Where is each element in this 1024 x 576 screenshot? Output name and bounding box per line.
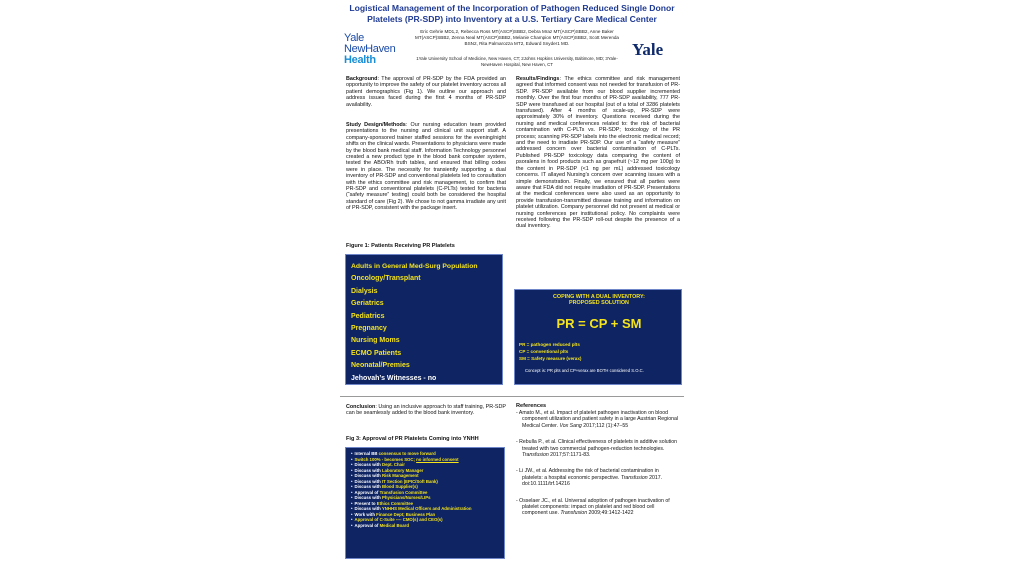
- background-heading: Background: [346, 76, 378, 82]
- background-section: [346, 76, 506, 108]
- conclusion-heading: Conclusion: [346, 404, 376, 410]
- poster-title: [332, 3, 692, 24]
- fig2-definition: CP = conventional plts: [519, 349, 569, 354]
- poster: [332, 0, 692, 576]
- affiliations: 1Yale University School of Medicine, New Haven, CT; 2Johns Hopkins University, Baltimore, MD; 3Yale-NewHaven Hospital, New Haven, CT: [416, 56, 618, 67]
- fig1-item: Jehovah’s Witnesses - no: [351, 374, 437, 382]
- figure-1-caption: Figure 1: Patients Receiving PR Platelets: [346, 243, 455, 249]
- fig1-item: Neonatal/Premies: [351, 362, 410, 370]
- results-text: : The ethics committee and risk management agreed that informed consent was not needed for transfusion of PR-SDP. PR-SDP available from our blood supplier incremented monthly. Over the first four months of PR-SDP availability, 777 PR-SDP were transfused at our hospital (out of a total of 3286 platelets transfused). After 4 months of scale-up, PR-SDP were approximately 30% of inventory. Questions received during the nursing and medical conferences related to: the risk of bacterial contamination with C-PLTs vs. PR-SDP; toxicology of the PR process; scanning PR-SDP labels into the electronic medical record; and the need to irradiate PR-SDP. Our use of a “safety measure” addressed concern over bacterial contamination of C-PLTs. Published PR-SDP toxicology data comparing the content of psoralens in food products such as grapefruit (~12 mg per 100g) to the content in PR-SDP (<1 ng per mL) addressed toxicology concerns. IT allayed Nursing’s concern over scanning issues with a simple demonstration. Finally, we ensured that all parties were aware that FDA did not require irradiation of PR-SDP. Presentations at the medical conferences were also used as an opportunity to provide transfusion-transmitted disease training and information on platelet utilization. Company personnel did not present at medical or nursing conferences per institutional policy. No complaints were received following the PR-SDP roll-out despite the presence of a dual inventory.: [516, 76, 680, 230]
- fig1-item: Pediatrics: [351, 312, 385, 320]
- logo-left-line-1: Yale: [344, 32, 364, 44]
- fig2-equation: PR = CP + SM: [556, 316, 642, 331]
- references-section: [516, 403, 680, 527]
- fig1-item: Pregnancy: [351, 325, 387, 333]
- fig1-item: Adults in General Med-Surg Population: [351, 263, 478, 270]
- fig3-row: • Internal BB consensus to move forward: [351, 451, 436, 456]
- fig1-item: ECMO Patients: [351, 349, 402, 357]
- fig3-row: • Discuss with Laboratory Manager: [351, 467, 424, 473]
- reference-item: - Li JW., et al. Addressing the risk of bacterial contamination in platelets: a hospital economic perspective. Transfusion 2017. doi:10.1111/trf.14216: [516, 468, 663, 488]
- fig3-row: • Present to Ethics Committee: [351, 500, 414, 506]
- fig1-item: Dialysis: [351, 287, 378, 295]
- fig3-row: • Discuss with IT Section (EPIC/Soft Bank): [351, 478, 438, 484]
- fig3-row: • Approval of C-Suite ---- CMO(s) and CEO(s): [351, 517, 443, 523]
- reference-item: - Rebulla P., et al. Clinical effectiveness of platelets in additive solution treated with two commercial pathogen-reduction technologies. Transfusion 2017;57:1171-83.: [516, 439, 677, 459]
- fig1-item: Oncology/Transplant: [351, 275, 421, 283]
- fig2-heading-line-2: PROPOSED SOLUTION: [569, 300, 629, 307]
- fig3-row: • Discuss with Dept. Chair: [351, 462, 405, 468]
- fig3-row: • Approval of Medical Board: [351, 522, 409, 528]
- reference-item: - Osselaer JC., et al. Universal adoption of pathogen inactivation of platelet components: impact on platelet and red blood cell component use. Transfusion 2009;49:1412-1422: [516, 497, 670, 517]
- background-text: : The approval of PR-SDP by the FDA provided an opportunity to improve the safety of our platelet inventory across all patient demographics (Fig 1). We outline our approach and address issues faced during the first 4 months of PR-SDP availability.: [346, 76, 507, 108]
- results-section: [516, 76, 680, 230]
- logo-left-line-2: NewHaven: [344, 43, 396, 55]
- fig3-row: • Switch 100% - becomes SOC; no informed consent: [351, 456, 459, 462]
- conclusion-text: : Using an inclusive approach to staff training, PR-SDP can be seamlessly added to the blood bank inventory.: [346, 404, 506, 417]
- references-heading: References: [516, 403, 547, 409]
- author-list: Eric Gehrie MD1,2, Rebecca Ross MT(ASCP)SBB2, Debra Mraz MT(ASCP)SBB2, Anne Baker MT(ASCP)SBB2, Zenna Neal MT(ASCP)SBB2, Melanie Champion MT(ASCP)SBB2, Scott Merenda BSN2, Rita Palmarozza MT2, Edward Snyder1 MD.: [415, 29, 619, 47]
- fig3-row: • Work with Finance Dept; Business Plan: [351, 511, 436, 517]
- conclusion-section: [346, 404, 506, 417]
- fig3-row: • Discuss with Blood Supplier(s): [351, 484, 418, 490]
- title-line-2: Platelets (PR-SDP) into Inventory at a U.S. Tertiary Care Medical Center: [367, 13, 657, 24]
- fig3-row: • Approval of Transfusion Committee: [351, 489, 428, 495]
- section-divider: [340, 396, 684, 397]
- figure-3-approval-list: [345, 447, 505, 559]
- figure-3-caption: Fig 3: Approval of PR Platelets Coming into YNHH: [346, 436, 479, 442]
- ynhh-logo: [344, 33, 404, 66]
- figure-1-patient-list: [345, 254, 503, 385]
- figure-2-dual-inventory: [514, 289, 682, 385]
- reference-item: - Amato M., et al. Impact of platelet pathogen inactivation on blood component utilization and patient safety in a large Austrian Regional Medical Center. Vox Sang 2017;112 (1):47–55: [516, 410, 679, 429]
- study-heading: Study Design/Methods: [346, 122, 406, 128]
- fig2-note: Concept is: PR plts and CP+verax are BOTH considered S.O.C.: [525, 368, 644, 373]
- fig2-heading: [515, 294, 683, 307]
- fig3-row: • Discuss with YNHHS Medical Officers and Administration: [351, 506, 472, 512]
- logo-left-line-3: Health: [344, 54, 376, 66]
- fig2-heading-line-1: COPING WITH A DUAL INVENTORY:: [553, 294, 645, 300]
- fig2-definition: PR = pathogen reduced plts: [519, 342, 580, 347]
- fig2-definition: SM = Safety measure (verax): [519, 356, 582, 361]
- study-text: : Our nursing education team provided presentations to the nursing and clinical unit support staff. A company-sponsored trainer staffed sessions for the evening/night shifts on the clinical wards. Presentations to physicians were made by the blood bank medical staff. Information Technology personnel created a new product type in the blood bank computer system, tested the ABO/Rh truth tables, and ensured that billing codes were in place. The necessity for transiently supporting a dual inventory of PR-SDP and conventional platelets led to consultation with the ethics committee and risk management, to confirm that PR-SDP and conventional platelets (C-PLTs) tested for bacteria (“safety measure” testing) could both be considered the hospital standard of care (Fig 2). We chose to not gamma irradiate any unit of PR-SDP, consistent with the package insert.: [346, 122, 506, 212]
- fig1-item: Geriatrics: [351, 300, 384, 308]
- yale-logo: Yale: [632, 40, 664, 59]
- results-heading: Results/Findings: [516, 76, 560, 82]
- fig3-row: • Discuss with Risk Management: [351, 473, 419, 479]
- title-line-1: Logistical Management of the Incorporation of Pathogen Reduced Single Donor: [349, 3, 675, 13]
- fig3-row: • Discuss with Physicians/Nurses/LIPs: [351, 495, 431, 501]
- fig1-item: Nursing Moms: [351, 337, 400, 345]
- study-design-section: [346, 122, 506, 212]
